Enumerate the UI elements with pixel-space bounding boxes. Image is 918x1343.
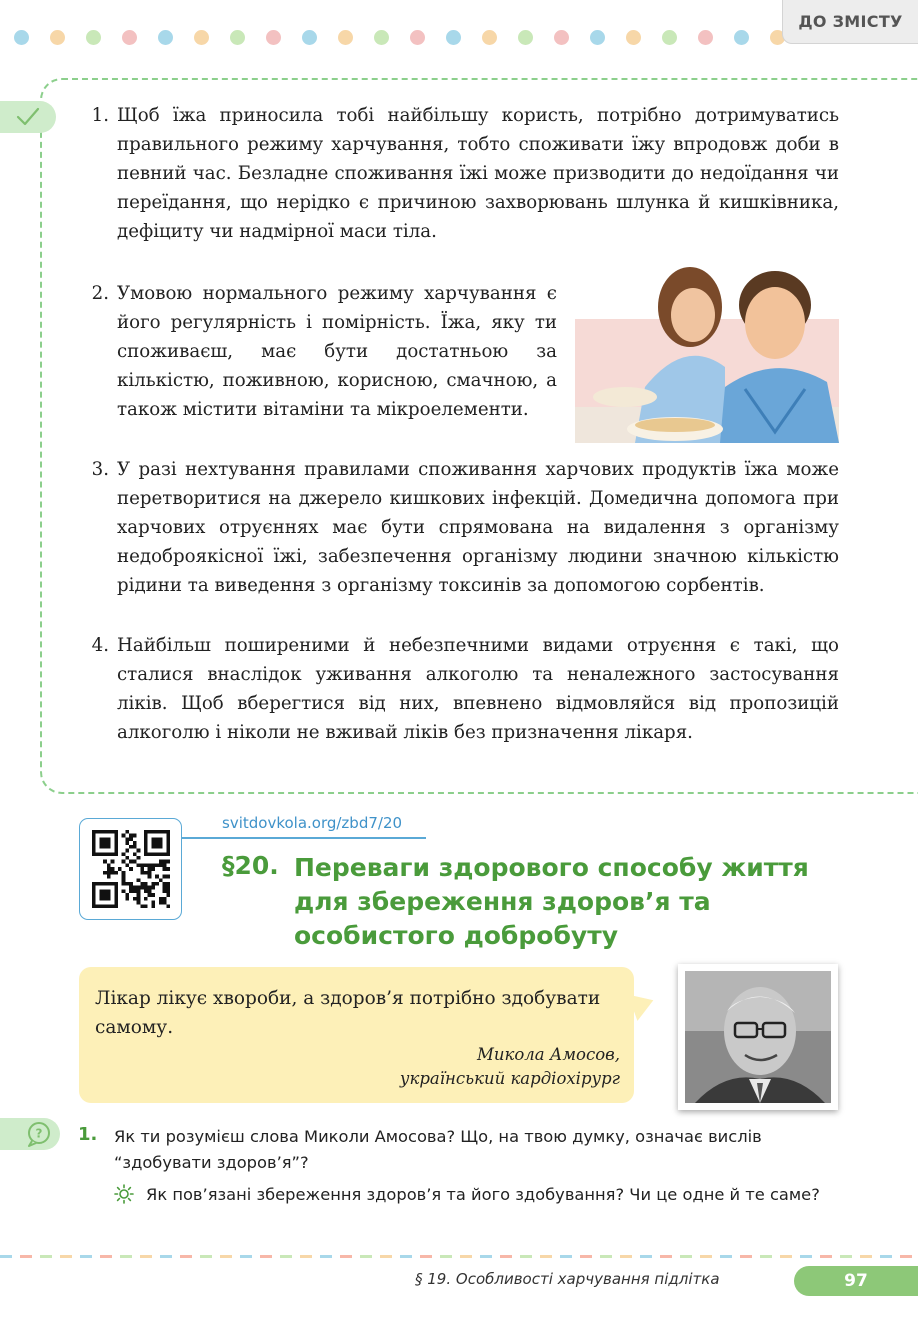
decorative-dot [662,30,677,45]
quote-author-role: український кардіохірург [399,1069,620,1088]
svg-text:?: ? [35,1126,43,1141]
recap-item-number: 2. [91,283,109,304]
qr-code-box[interactable] [79,818,182,920]
recap-item-number: 3. [91,459,109,480]
decorative-dot [86,30,101,45]
footer-chapter: § 19. Особливості харчування підлітка [415,1270,720,1288]
decorative-dots [14,30,774,46]
amosov-portrait [678,964,838,1110]
decorative-dot [590,30,605,45]
question-badge [0,1118,60,1150]
recap-item-1 [91,101,839,246]
decorative-dot [482,30,497,45]
recap-item-2 [91,279,557,424]
decorative-dot [446,30,461,45]
recap-item-text: Умовою нормального режиму харчування є його регулярність і помірність. Їжа, яку ти споживаєш, має бути достатньою за кількістю, поживною, корисною, смачною, а також містити вітаміни та мікроелементи. [117,283,557,420]
decorative-dot [302,30,317,45]
quote-text: Лікар лікує хвороби, а здоров’я потрібно здобувати самому. [95,988,601,1038]
decorative-dot [626,30,641,45]
decorative-dot [518,30,533,45]
footer-dashed-line [0,1255,918,1259]
section-title: Переваги здорового способу життя для збереження здоров’я та особистого добробуту [294,853,809,950]
decorative-dot [554,30,569,45]
section-number: §20. [222,851,279,880]
checkmark-icon [15,106,41,128]
recap-badge [0,101,56,133]
quote-author-name: Микола Амосов, [476,1045,620,1064]
section-link[interactable]: svitdovkola.org/zbd7/20 [222,814,403,832]
page-number: 97 [794,1266,918,1296]
question-number: 1. [78,1124,98,1145]
sun-icon [114,1184,134,1204]
decorative-dot [698,30,713,45]
decorative-dot [338,30,353,45]
sub-question-text: Як пов’язані збереження здоров’я та його здобування? Чи це одне й те саме? [146,1185,820,1204]
decorative-dot [122,30,137,45]
decorative-dot [194,30,209,45]
decorative-dot [230,30,245,45]
decorative-dot [158,30,173,45]
recap-item-text: Найбільш поширеними й небезпечними видами отруєння є такі, що сталися внаслідок уживання алкоголю та неналежного застосування ліків. Щоб вберегтися від них, впевнено відмовляйся від пропозицій алкоголю і ніколи не вживай ліків без призначення лікаря. [117,635,839,743]
to-contents-button[interactable]: ДО ЗМІСТУ [782,0,918,44]
link-underline [182,837,426,839]
decorative-dot [266,30,281,45]
children-eating-photo [575,257,839,443]
question-icon [26,1121,52,1147]
decorative-dot [410,30,425,45]
recap-item-number: 4. [91,635,109,656]
decorative-dot [14,30,29,45]
recap-item-3 [91,455,839,600]
recap-item-text: Щоб їжа приносила тобі найбільшу користь, потрібно дотримуватись правильного режиму харчування, тобто споживати їжу впродовж доби в певний час. Безладне споживання їжі може призводити до недоїдання чи переїдання, що нерідко є причиною захворювань шлунка й кишківника, дефіциту чи надмірної маси тіла. [117,105,839,242]
recap-item-text: У разі нехтування правилами споживання харчових продуктів їжа може перетворитися на джерело кишкових інфекцій. Домедична допомога при харчових отруєннях має бути спрямована на видалення з організму недоброякісної їжі, забезпечення організму людини значною кількістю рідини та виведення з організму токсинів за допомогою сорбентів. [117,459,839,596]
decorative-dot [734,30,749,45]
qr-code-icon [92,830,170,908]
decorative-dot [50,30,65,45]
recap-item-4 [91,631,839,747]
question-text: Як ти розумієш слова Миколи Амосова? Що, на твою думку, означає вислів “здобувати здоров’я”? [114,1127,762,1172]
decorative-dot [374,30,389,45]
recap-item-number: 1. [91,105,109,126]
quote-author [300,1043,620,1091]
